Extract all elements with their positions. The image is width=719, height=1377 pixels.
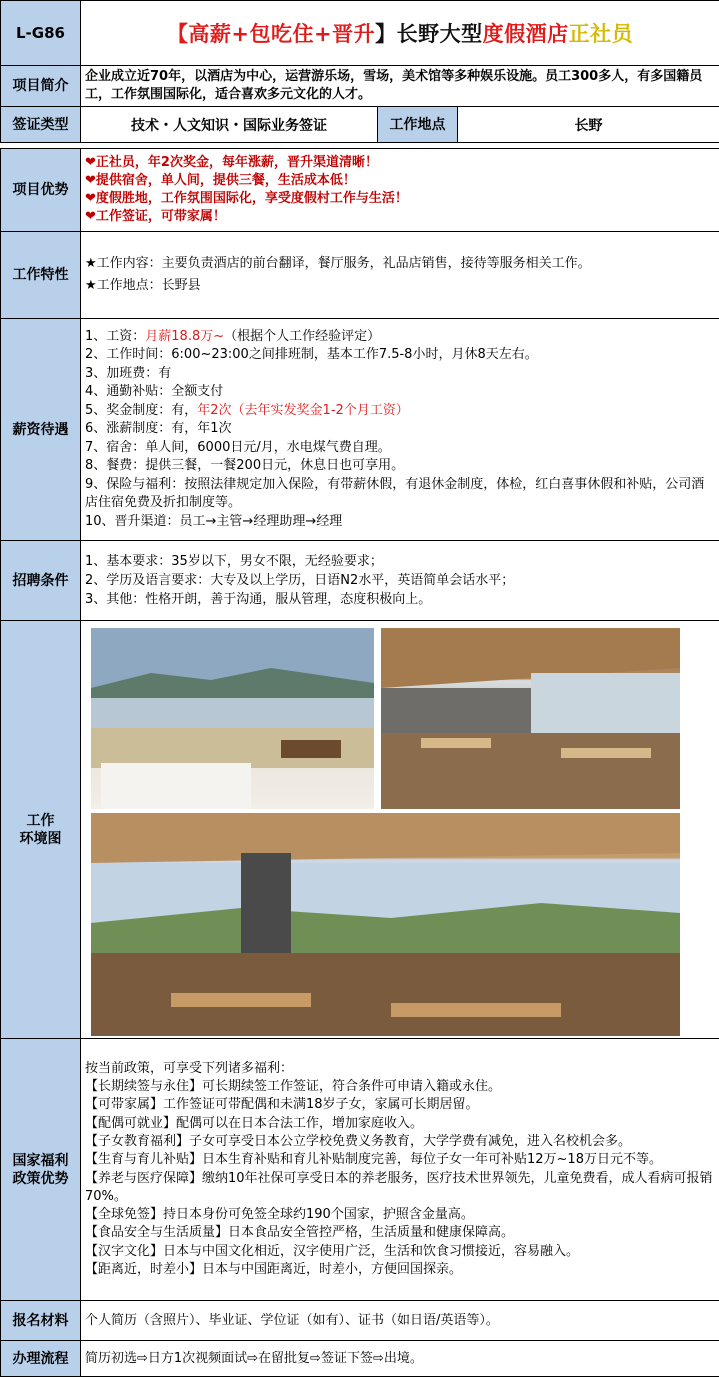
features-label: 工作特性 bbox=[1, 232, 81, 319]
welfare-item: 【生育与育儿补贴】日本生育补贴和育儿补贴制度完善，每位子女一年可补贴12万~18万日元不等。 bbox=[85, 1151, 715, 1169]
wage-prefix: 1、工资： bbox=[85, 329, 145, 344]
title-position: 正社员 bbox=[569, 22, 634, 46]
materials-text: 个人简历（含照片）、毕业证、学位证（如有）、证书（如日语/英语等）。 bbox=[81, 1301, 719, 1341]
requirement-item: 1、基本要求：35岁以下，男女不限，无经验要求； bbox=[85, 552, 715, 571]
title-bracket-close: 】 bbox=[375, 22, 397, 46]
salary-item: 2、工作时间：6:00~23:00之间排班制，基本工作7.5-8小时，月休8天左右。 bbox=[85, 346, 715, 365]
title-location: 长野大型 bbox=[397, 22, 483, 46]
environment-label-line1: 工作 bbox=[1, 812, 80, 830]
intro-text: 企业成立近70年，以酒店为中心，运营游乐场，雪场，美术馆等多种娱乐设施。员工300多人，有多国籍员工，工作氛围国际化，适合喜欢多元文化的人才。 bbox=[81, 66, 719, 107]
requirements-label: 招聘条件 bbox=[1, 541, 81, 621]
hotel-room-photo bbox=[91, 628, 374, 809]
welfare-item: 【距离近，时差小】日本与中国距离近，时差小，方便回国探亲。 bbox=[85, 1261, 715, 1279]
salary-item: 4、通勤补贴：全额支付 bbox=[85, 383, 715, 402]
title-resort: 度假酒店 bbox=[483, 22, 569, 46]
restaurant-photo-1 bbox=[381, 628, 680, 809]
hotel-room-illustration bbox=[91, 628, 374, 809]
title-bracket-open: 【 bbox=[167, 22, 189, 46]
advantage-item: ❤工作签证，可带家属！ bbox=[85, 208, 715, 226]
restaurant-illustration-1 bbox=[381, 628, 680, 809]
visa-label: 签证类型 bbox=[1, 107, 81, 143]
welfare-item: 【可带家属】工作签证可带配偶和未满18岁子女，家属可长期居留。 bbox=[85, 1096, 715, 1114]
wage-note: （根据个人工作经验评定） bbox=[224, 329, 380, 344]
restaurant-photo-2 bbox=[91, 813, 680, 1036]
salary-item: 8、餐费：提供三餐，一餐200日元，休息日也可享用。 bbox=[85, 457, 715, 476]
features-row bbox=[1, 232, 719, 319]
requirement-item: 2、学历及语言要求：大专及以上学历，日语N2水平，英语简单会话水平； bbox=[85, 571, 715, 590]
feature-item: ★工作地点：长野县 bbox=[85, 275, 715, 297]
materials-row bbox=[1, 1301, 719, 1341]
feature-item: ★工作内容：主要负责酒店的前台翻译，餐厅服务，礼品店销售，接待等服务相关工作。 bbox=[85, 253, 715, 275]
salary-item: 3、加班费：有 bbox=[85, 365, 715, 384]
restaurant-illustration-2 bbox=[91, 813, 680, 1036]
materials-label: 报名材料 bbox=[1, 1301, 81, 1341]
salary-list bbox=[81, 319, 719, 541]
welfare-item: 【全球免签】持日本身份可免签全球约190个国家，护照含金量高。 bbox=[85, 1206, 715, 1224]
environment-label-line2: 环境图 bbox=[1, 830, 80, 848]
welfare-item: 【汉字文化】日本与中国文化相近，汉字使用广泛，生活和饮食习惯接近，容易融入。 bbox=[85, 1243, 715, 1261]
salary-row bbox=[1, 319, 719, 541]
welfare-item: 【食品安全与生活质量】日本食品安全管控严格，生活质量和健康保障高。 bbox=[85, 1224, 715, 1242]
process-text: 简历初选⇨日方1次视频面试⇨在留批复⇨签证下签⇨出境。 bbox=[81, 1341, 719, 1377]
advantage-item: ❤提供宿舍，单人间，提供三餐，生活成本低！ bbox=[85, 172, 715, 190]
process-label: 办理流程 bbox=[1, 1341, 81, 1377]
salary-label: 薪资待遇 bbox=[1, 319, 81, 541]
advantage-item: ❤度假胜地，工作氛围国际化，享受度假村工作与生活！ bbox=[85, 190, 715, 208]
welfare-label-line2: 政策优势 bbox=[1, 1170, 80, 1188]
intro-row bbox=[1, 66, 719, 107]
environment-label bbox=[1, 621, 81, 1039]
location-label: 工作地点 bbox=[378, 107, 458, 143]
welfare-label-line1: 国家福利 bbox=[1, 1152, 80, 1170]
visa-value: 技术・人文知识・国际业务签证 bbox=[81, 107, 378, 143]
bonus-prefix: 5、奖金制度：有， bbox=[85, 403, 197, 418]
advantages-list bbox=[81, 149, 719, 232]
intro-label: 项目简介 bbox=[1, 66, 81, 107]
advantages-label: 项目优势 bbox=[1, 149, 81, 232]
welfare-item: 按当前政策，可享受下列诸多福利： bbox=[85, 1060, 715, 1078]
welfare-item: 【子女教育福利】子女可享受日本公立学校免费义务教育，大学学费有减免，进入名校机会多。 bbox=[85, 1133, 715, 1151]
requirements-list bbox=[81, 541, 719, 621]
welfare-row bbox=[1, 1039, 719, 1301]
advantage-item: ❤正社员，年2次奖金，每年涨薪，晋升渠道清晰！ bbox=[85, 154, 715, 172]
welfare-list bbox=[81, 1039, 719, 1301]
welfare-item: 【养老与医疗保障】缴纳10年社保可享受日本的养老服务，医疗技术世界领先，儿童免费看，成人看病可报销70%。 bbox=[85, 1170, 715, 1207]
process-row bbox=[1, 1341, 719, 1377]
welfare-item: 【长期续签与永住】可长期续签工作签证，符合条件可申请入籍或永住。 bbox=[85, 1078, 715, 1096]
requirement-item: 3、其他：性格开朗，善于沟通，服从管理，态度积极向上。 bbox=[85, 590, 715, 609]
title-highlight: 高薪+包吃住+晋升 bbox=[188, 22, 375, 46]
location-value: 长野 bbox=[458, 107, 719, 143]
requirements-row bbox=[1, 541, 719, 621]
salary-item-bonus bbox=[85, 402, 715, 421]
job-code: L-G86 bbox=[1, 1, 81, 66]
advantages-row bbox=[1, 149, 719, 232]
salary-item-wage bbox=[85, 328, 715, 347]
welfare-label bbox=[1, 1039, 81, 1301]
features-list bbox=[81, 232, 719, 319]
header-row bbox=[1, 1, 719, 66]
bonus-detail: 年2次（去年实发奖金1-2个月工资） bbox=[197, 403, 409, 418]
salary-item: 9、保险与福利：按照法律规定加入保险，有带薪休假，有退休金制度，体检，红白喜事休假和补贴，公司酒店住宿免费及折扣制度等。 bbox=[85, 476, 715, 513]
salary-item: 10、晋升渠道：员工→主管→经理助理→经理 bbox=[85, 513, 715, 532]
page-title bbox=[81, 1, 719, 66]
visa-row bbox=[1, 107, 719, 143]
salary-item: 6、涨薪制度：有，年1次 bbox=[85, 420, 715, 439]
welfare-item: 【配偶可就业】配偶可以在日本合法工作，增加家庭收入。 bbox=[85, 1115, 715, 1133]
wage-amount: 月薪18.8万~ bbox=[145, 329, 224, 344]
salary-item: 7、宿舍：单人间，6000日元/月，水电煤气费自理。 bbox=[85, 439, 715, 458]
